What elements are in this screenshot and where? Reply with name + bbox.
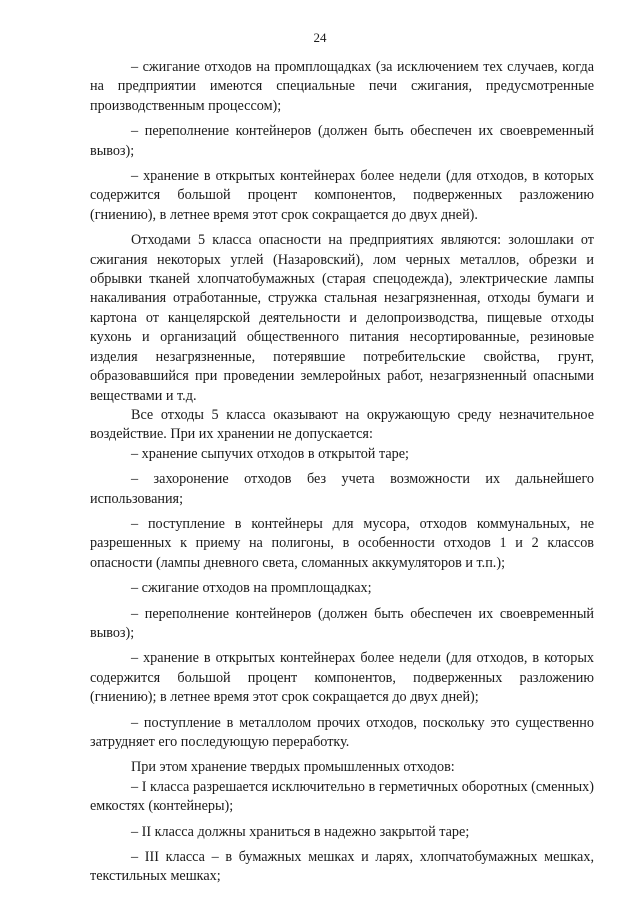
paragraph: – переполнение контейнеров (должен быть обеспечен их своевременный вывоз);	[90, 123, 594, 159]
paragraph: Отходами 5 класса опасности на предприятиях являются: золошлаки от сжигания некоторых углей (Назаровский), лом черных металлов, обрезки и обрывки тканей хлопчатобумажных (старая спецодежда), электрические лампы накаливания отработанные, стружка стальная незагрязненная, отходы бумаги и картона от канцелярской деятельности и делопроизводства, пищевые отходы кухонь и организаций общественного питания несортированные, резиновые изделия незагрязненные, потерявшие потребительские свойства, грунт, образовавшийся при проведении землеройных работ, незагрязненный опасными веществами и т.д.	[90, 232, 594, 404]
paragraph: При этом хранение твердых промышленных отходов:	[131, 759, 455, 776]
paragraph: – поступление в металлолом прочих отходов, поскольку это существенно затрудняет его последующую переработку.	[90, 714, 594, 750]
paragraph: – сжигание отходов на промплощадках;	[131, 580, 372, 597]
paragraph: – переполнение контейнеров (должен быть обеспечен их своевременный вывоз);	[90, 605, 594, 641]
paragraph: Все отходы 5 класса оказывают на окружающую среду незначительное воздействие. При их хранении не допускается:	[90, 406, 594, 443]
paragraph: – поступление в контейнеры для мусора, отходов коммунальных, не разрешенных к приему на полигоны, в особенности отходов 1 и 2 классов опасности (лампы дневного света, сломанных аккумуляторов и т.п.);	[90, 515, 594, 571]
paragraph: – II класса должны храниться в надежно закрытой таре;	[131, 823, 470, 840]
paragraph: – хранение сыпучих отходов в открытой таре;	[131, 445, 409, 462]
paragraph: – I класса разрешается исключительно в герметичных оборотных (сменных) емкостях (контейнеры);	[90, 778, 594, 815]
document-body	[90, 58, 594, 887]
paragraph: – сжигание отходов на промплощадках (за исключением тех случаев, когда на предприятии имеются специальные печи сжигания, предусмотренные производственным процессом);	[90, 59, 594, 114]
page-number: 24	[313, 30, 327, 45]
paragraph: – захоронение отходов без учета возможности их дальнейшего использования;	[90, 471, 594, 507]
paragraph: – III класса – в бумажных мешках и ларях, хлопчатобумажных мешках, текстильных мешках;	[90, 849, 594, 885]
paragraph: – хранение в открытых контейнерах более недели (для отходов, в которых содержится большой процент компонентов, подверженных разложению (гниению); в летнее время этот срок сокращается до двух дней);	[90, 650, 594, 706]
paragraph: – хранение в открытых контейнерах более недели (для отходов, в которых содержится большой процент компонентов, подверженных разложению (гниению), в летнее время этот срок сокращается до двух дней).	[90, 168, 594, 223]
